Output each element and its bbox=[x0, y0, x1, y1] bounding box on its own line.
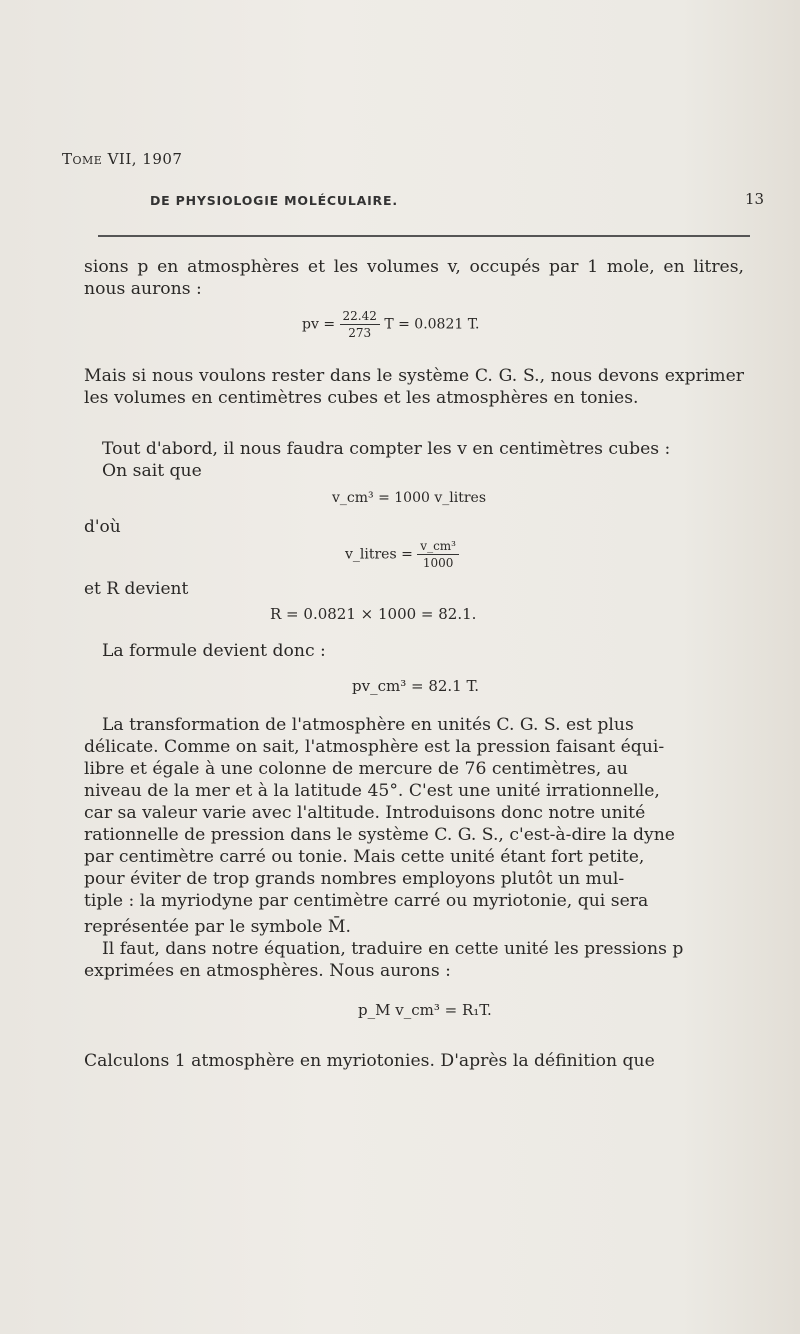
running-head: DE PHYSIOLOGIE MOLÉCULAIRE. bbox=[150, 193, 398, 208]
paragraph-6-line: Il faut, dans notre équation, traduire en cette unité les pressions p bbox=[102, 939, 684, 959]
paragraph-6-line: délicate. Comme on sait, l'atmosphère est la pression faisant équi- bbox=[84, 737, 665, 757]
label-et-r-devient: et R devient bbox=[84, 579, 189, 599]
paragraph-6-line: rationnelle de pression dans le système C. G. S., c'est-à-dire la dyne bbox=[84, 825, 675, 845]
equation-3-fraction bbox=[417, 538, 459, 571]
paragraph-2: Mais si nous voulons rester dans le système C. G. S., nous devons exprimer les volumes en centimètres cubes et les atmosphères en tonies. bbox=[84, 366, 744, 408]
paragraph-6-line: niveau de la mer et à la latitude 45°. C'est une unité irrationnelle, bbox=[84, 781, 660, 801]
equation-4: R = 0.0821 × 1000 = 82.1. bbox=[270, 605, 477, 623]
equation-1 bbox=[302, 308, 479, 341]
paragraph-6-line: représentée par le symbole M̄. bbox=[84, 917, 351, 937]
equation-3 bbox=[345, 538, 459, 571]
equation-3-denominator: 1000 bbox=[422, 556, 454, 570]
equation-6: p_M v_cm³ = R₁T. bbox=[358, 1001, 492, 1019]
equation-1-denominator: 273 bbox=[348, 326, 372, 340]
equation-1-rhs: T = 0.0821 T. bbox=[384, 316, 480, 333]
page-number: 13 bbox=[745, 190, 765, 208]
equation-1-numerator: 22.42 bbox=[340, 308, 380, 325]
paragraph-6-line: tiple : la myriodyne par centimètre carré ou myriotonie, qui sera bbox=[84, 891, 649, 911]
paragraph-6-line: libre et égale à une colonne de mercure de 76 centimètres, au bbox=[84, 759, 628, 779]
paragraph-6-line: La transformation de l'atmosphère en unités C. G. S. est plus bbox=[102, 715, 634, 735]
paragraph-5: La formule devient donc : bbox=[102, 641, 326, 661]
equation-1-fraction bbox=[340, 308, 380, 341]
equation-3-lhs: v_litres = bbox=[345, 546, 413, 563]
paragraph-6-line: par centimètre carré ou tonie. Mais cette unité étant fort petite, bbox=[84, 847, 645, 867]
paragraph-7: Calculons 1 atmosphère en myriotonies. D'après la définition que bbox=[84, 1051, 655, 1071]
equation-3-numerator: v_cm³ bbox=[417, 538, 459, 555]
paragraph-6 bbox=[84, 714, 744, 982]
volume-label: Tome VII, 1907 bbox=[62, 150, 183, 168]
equation-1-lhs: pv = bbox=[302, 316, 336, 333]
paragraph-6-line: exprimées en atmosphères. Nous aurons : bbox=[84, 961, 451, 981]
paragraph-6-line: car sa valeur varie avec l'altitude. Introduisons donc notre unité bbox=[84, 803, 646, 823]
paragraph-1: sions p en atmosphères et les volumes v, occupés par 1 mole, en litres, nous aurons : bbox=[84, 257, 744, 299]
header-rule bbox=[98, 235, 750, 237]
paragraph-6-line: pour éviter de trop grands nombres employons plutôt un mul- bbox=[84, 869, 625, 889]
paragraph-3: Tout d'abord, il nous faudra compter les v en centimètres cubes : bbox=[102, 439, 671, 459]
label-dou: d'où bbox=[84, 517, 121, 537]
paragraph-4: On sait que bbox=[102, 461, 202, 481]
equation-2: v_cm³ = 1000 v_litres bbox=[332, 490, 486, 506]
equation-5: pv_cm³ = 82.1 T. bbox=[352, 677, 480, 695]
